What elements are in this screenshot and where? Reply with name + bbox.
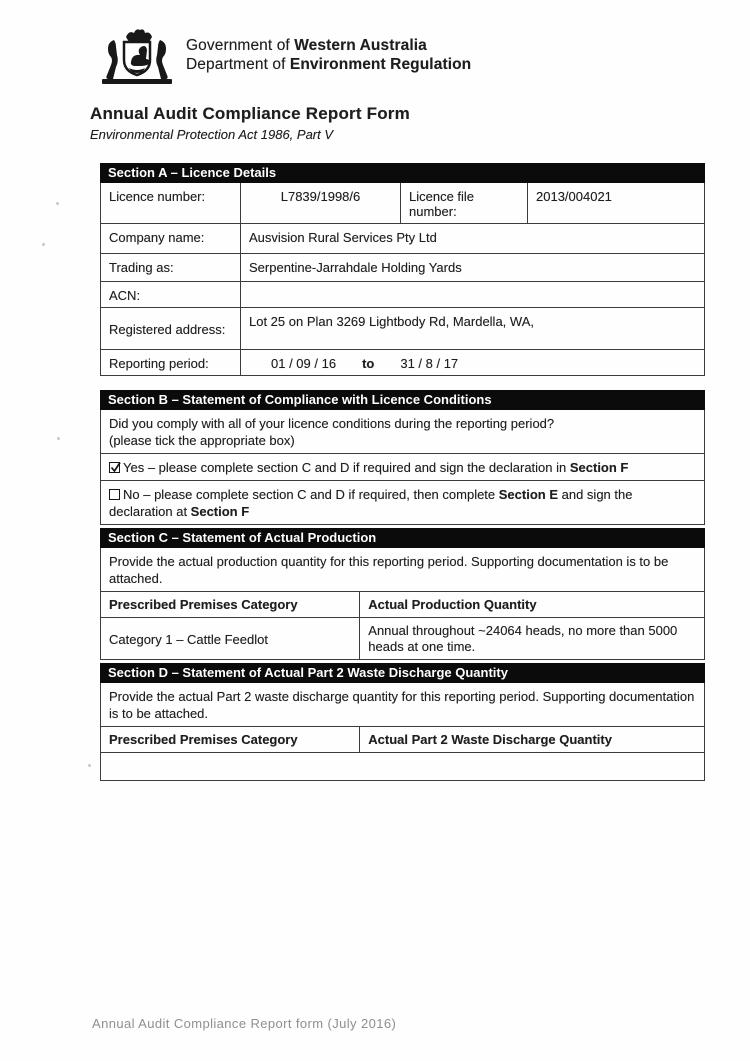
section-c-header-bar: Section C – Statement of Actual Production xyxy=(100,528,705,548)
licence-number-label: Licence number: xyxy=(101,183,241,223)
yes-option-row xyxy=(101,454,704,481)
licence-file-number-value: 2013/004021 xyxy=(536,189,612,204)
no-option-text1: No – please complete section C and D if required, then complete xyxy=(123,487,499,502)
table-row-company-name xyxy=(101,224,704,254)
compliance-question-line1: Did you comply with all of your licence conditions during the reporting period? xyxy=(109,416,555,431)
waste-category-cell xyxy=(101,753,360,780)
scan-speck xyxy=(57,437,60,440)
gov-name-line: Government of Western Australia xyxy=(186,37,427,54)
compliance-question xyxy=(101,410,704,454)
section-c-column-headers xyxy=(101,592,704,618)
waste-discharge-table-row xyxy=(101,753,704,780)
yes-option-bold: Section F xyxy=(569,460,629,475)
table-row-licence-number xyxy=(101,183,704,224)
trading-as-label: Trading as: xyxy=(101,254,241,281)
section-a-header-bar: Section A – Licence Details xyxy=(100,163,705,183)
licence-number-value: L7839/1998/6 xyxy=(241,183,401,223)
acn-label: ACN: xyxy=(101,282,241,307)
section-b-header-bar: Section B – Statement of Compliance with Licence Conditions xyxy=(100,390,705,410)
section-c-table xyxy=(100,548,705,660)
wa-coat-of-arms-logo xyxy=(98,26,176,92)
company-name-value: Ausvision Rural Services Pty Ltd xyxy=(249,230,437,245)
check-icon xyxy=(109,461,122,474)
section-c xyxy=(100,528,705,660)
licence-file-number-label: Licence file number: xyxy=(401,183,528,223)
table-row-trading-as xyxy=(101,254,704,282)
scan-speck xyxy=(56,202,59,205)
section-d xyxy=(100,663,705,781)
page-title: Annual Audit Compliance Report Form xyxy=(90,104,410,123)
scan-speck xyxy=(42,243,45,246)
reporting-period-value xyxy=(241,350,704,375)
production-table-row xyxy=(101,618,704,659)
no-option-bold2: Section F xyxy=(190,504,250,519)
waste-discharge-quantity-header: Actual Part 2 Waste Discharge Quantity xyxy=(368,732,612,747)
reporting-period-label: Reporting period: xyxy=(101,350,241,375)
trading-as-value: Serpentine-Jarrahdale Holding Yards xyxy=(249,260,462,275)
prescribed-premises-category-header-d: Prescribed Premises Category xyxy=(101,727,360,752)
government-header xyxy=(186,36,471,74)
yes-option-text: Yes – please complete section C and D if required and sign the declaration in xyxy=(123,460,570,475)
page-subtitle: Environmental Protection Act 1986, Part V xyxy=(90,127,334,142)
footer-text: Annual Audit Compliance Report form (July 2016) xyxy=(92,1016,397,1031)
prescribed-premises-category-header: Prescribed Premises Category xyxy=(101,592,360,617)
no-checkbox xyxy=(109,489,120,500)
waste-quantity-cell xyxy=(360,753,704,780)
actual-production-quantity-header: Actual Production Quantity xyxy=(368,597,537,612)
reporting-period-to-word: to xyxy=(362,356,375,371)
reporting-period-until: 31 / 8 / 17 xyxy=(400,356,459,371)
section-a xyxy=(100,163,705,376)
acn-value xyxy=(241,282,704,307)
registered-address-label: Registered address: xyxy=(101,308,241,349)
production-category-cell: Category 1 – Cattle Feedlot xyxy=(101,618,360,659)
scan-speck xyxy=(88,764,91,767)
section-d-header-bar: Section D – Statement of Actual Part 2 Waste Discharge Quantity xyxy=(100,663,705,683)
company-name-label: Company name: xyxy=(101,224,241,253)
section-d-column-headers xyxy=(101,727,704,753)
no-option-text2: and sign the declaration at xyxy=(109,487,633,519)
section-d-table xyxy=(100,683,705,781)
production-quantity-cell: Annual throughout ~24064 heads, no more than 5000 heads at one time. xyxy=(368,623,678,654)
table-row-acn xyxy=(101,282,704,308)
no-option-bold1: Section E xyxy=(498,487,559,502)
no-option-row xyxy=(101,481,704,524)
table-row-registered-address xyxy=(101,308,704,350)
section-b xyxy=(100,390,705,525)
section-a-table xyxy=(100,183,705,376)
compliance-question-line2: (please tick the appropriate box) xyxy=(109,433,295,448)
yes-checkbox xyxy=(109,462,120,473)
reporting-period-from: 01 / 09 / 16 xyxy=(271,356,337,371)
dept-name-line: Department of Environment Regulation xyxy=(186,56,472,73)
section-d-intro: Provide the actual Part 2 waste discharge quantity for this reporting period. Supporting documentation is to be attached. xyxy=(101,683,704,727)
section-b-box xyxy=(100,410,705,525)
table-row-reporting-period xyxy=(101,350,704,375)
registered-address-value: Lot 25 on Plan 3269 Lightbody Rd, Mardella, WA, xyxy=(249,314,534,329)
section-c-intro: Provide the actual production quantity for this reporting period. Supporting documentation is to be attached. xyxy=(101,548,704,592)
